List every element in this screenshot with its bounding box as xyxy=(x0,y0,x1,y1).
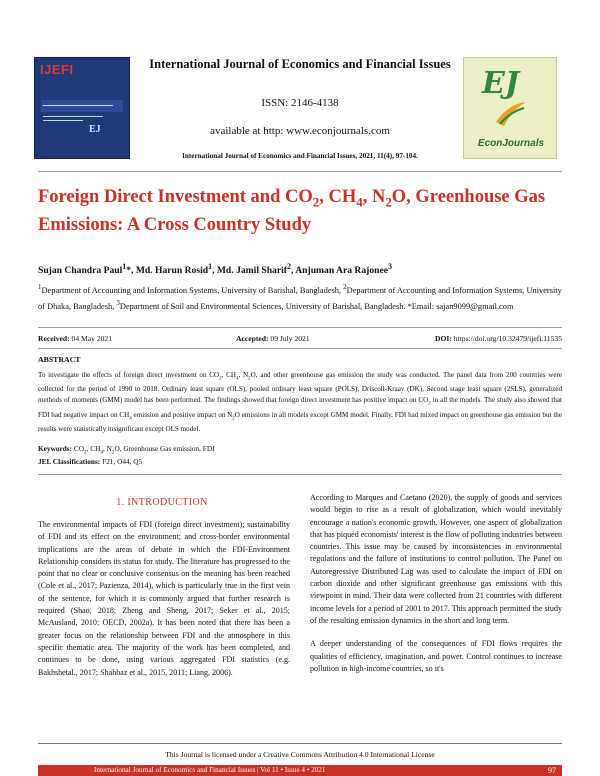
abstract-heading: ABSTRACT xyxy=(38,355,81,364)
body-column-left xyxy=(38,519,290,690)
journal-citation: International Journal of Economics and Financial Issues, 2021, 11(4), 97-104. xyxy=(182,152,418,160)
journal-issn: ISSN: 2146-4138 xyxy=(261,97,339,109)
jel-line: JEL Classifications: F21, O44, Q5 xyxy=(38,457,143,467)
page-number: 97 xyxy=(548,766,556,775)
keywords-block xyxy=(38,444,562,467)
header-divider xyxy=(38,171,562,172)
cover-logo: EJ xyxy=(89,124,101,135)
cover-line xyxy=(43,105,113,106)
abstract-text: To investigate the effects of foreign direct investment on $CO_2$, $CH_4$, $N_2O$, and other greenhouse gas emission the study was conducted. The panel data from 200 countries were collected for the period of 1990 to 2018. Ordinary least square (OLS), pooled ordinary least square (POLS), Driscoll-Kraay (DK), Second stage least square (2SLS), generalized methods of moments (GMM) model has been performed. The findings showed that foreign direct investment has positive impact on $CO_2$ in all the models. The study also showed that FDI had negative impact on $CH_4$ emission and positive impact on $N_2O$ emissions in all models except GMM model. Finally, FDI had mixed impact on greenhouse gas emission but the results were statistically insignificant except OLS model. xyxy=(38,371,562,434)
swoosh-icon xyxy=(494,96,528,130)
article-affiliations: $^1$Department of Accounting and Information Systems, University of Barishal, Bangladesh, $^2$Department of Accounting and Information Systems, University of Dhaka, Bangladesh, $^3$Department of Soil and Environmental Sciences, University of Barishal, Bangladesh. *Email: sajan9099@gmail.com xyxy=(38,283,562,311)
econjournals-name: EconJournals xyxy=(477,138,545,149)
received-date: Received: 04 May 2021 xyxy=(38,334,113,343)
abstract-divider xyxy=(38,474,562,475)
journal-title: International Journal of Economics and Financial Issues xyxy=(149,57,451,71)
paragraph: The environmental impacts of FDI (foreign direct investment); sustainability of FDI and its effect on the environment; and cross-border environmental implications are the areas of debate in which the FDI-Environment Relationship considers its status for study. The literature has progressed to the point that no clear or conclusive consensus on the meaning has been reached (Cole et al., 2017; Pazienza, 2014), which is particularly true in the first vein of the sentence, for which it is commonly argued that further research is required (Shao, 2018; Zheng and Sheng, 2017; Seker et al., 2015; McAusland, 2010; OECD, 2002a). It has been noted that there has been a greater focus on the relationship between FDI and the atmosphere in this specific thematic area. The majority of the work has been completed, and continues to be done, using various aggregated FDI statistics (e.g. Bakhshetal., 2017; Shahbaz et al., 2015, 2011; Liang, 2006). xyxy=(38,520,290,677)
keywords-line: Keywords: $CO_2$, $CH_4$, $N_2O$, Greenhouse Gas emission, FDI xyxy=(38,444,215,456)
paragraph: According to Marques and Caetano (2020), the supply of goods and services would begin to rise as a result of globalization, which would inevitably encourage a nation's economic growth. However, one aspect of globalization that has piqued economists' interest is the flow of polluting industries between countries. This issue may be caused by inconsistencies in environmental regulations and the failure of institutions to control pollution. The Panel on Autoregressive Distributed Lag was used to calculate the impact of FDI on carbon dioxide and other significant greenhouse gas emissions with this viewpoint in mind. Their data were collected from 21 countries with different income levels for a period of 2001 to 2017. This approach permitted the study of the resulting emission dynamics in the short and long term. xyxy=(310,493,562,625)
meta-divider-bottom xyxy=(38,348,562,349)
ej-mark: EJ xyxy=(482,66,520,101)
econjournals-logo xyxy=(463,57,557,159)
accepted-date: Accepted: 09 July 2021 xyxy=(236,334,310,343)
body-column-right xyxy=(310,492,562,686)
cover-line xyxy=(43,120,83,121)
article-authors: Sujan Chandra Paul$^1$*, Md. Harun Rosid$^1$, Md. Jamil Sharif$^2$, Anjuman Ara Rajonee$^3$ xyxy=(38,262,392,277)
doi-link[interactable]: DOI: https://doi.org/10.32479/ijefi.11535 xyxy=(435,334,562,343)
cover-line xyxy=(43,116,103,117)
journal-cover-image xyxy=(34,57,130,159)
article-title: Foreign Direct Investment and $CO_2$, $CH_4$, $N_2O$, Greenhouse Gas Emissions: A Cross Country Study xyxy=(38,187,546,235)
footer-text: International Journal of Economics and Financial Issues | Vol 11 • Issue 4 • 2021 xyxy=(94,766,326,774)
meta-divider-top xyxy=(38,327,562,328)
license-note: This Journal is licensed under a Creative Commons Attribution 4.0 International License xyxy=(165,750,435,759)
cover-title: IJEFI xyxy=(40,62,74,77)
cover-band xyxy=(41,100,123,112)
journal-availability: available at http: www.econjournals.com xyxy=(210,125,390,137)
paragraph: A deeper understanding of the consequences of FDI flows requires the qualities of efficiency, imagination, and power. Control continues to increase pollution in high-income countries, so it's xyxy=(310,639,562,673)
page-footer xyxy=(38,765,562,776)
section-heading: 1. INTRODUCTION xyxy=(116,497,208,508)
license-divider xyxy=(38,743,562,744)
